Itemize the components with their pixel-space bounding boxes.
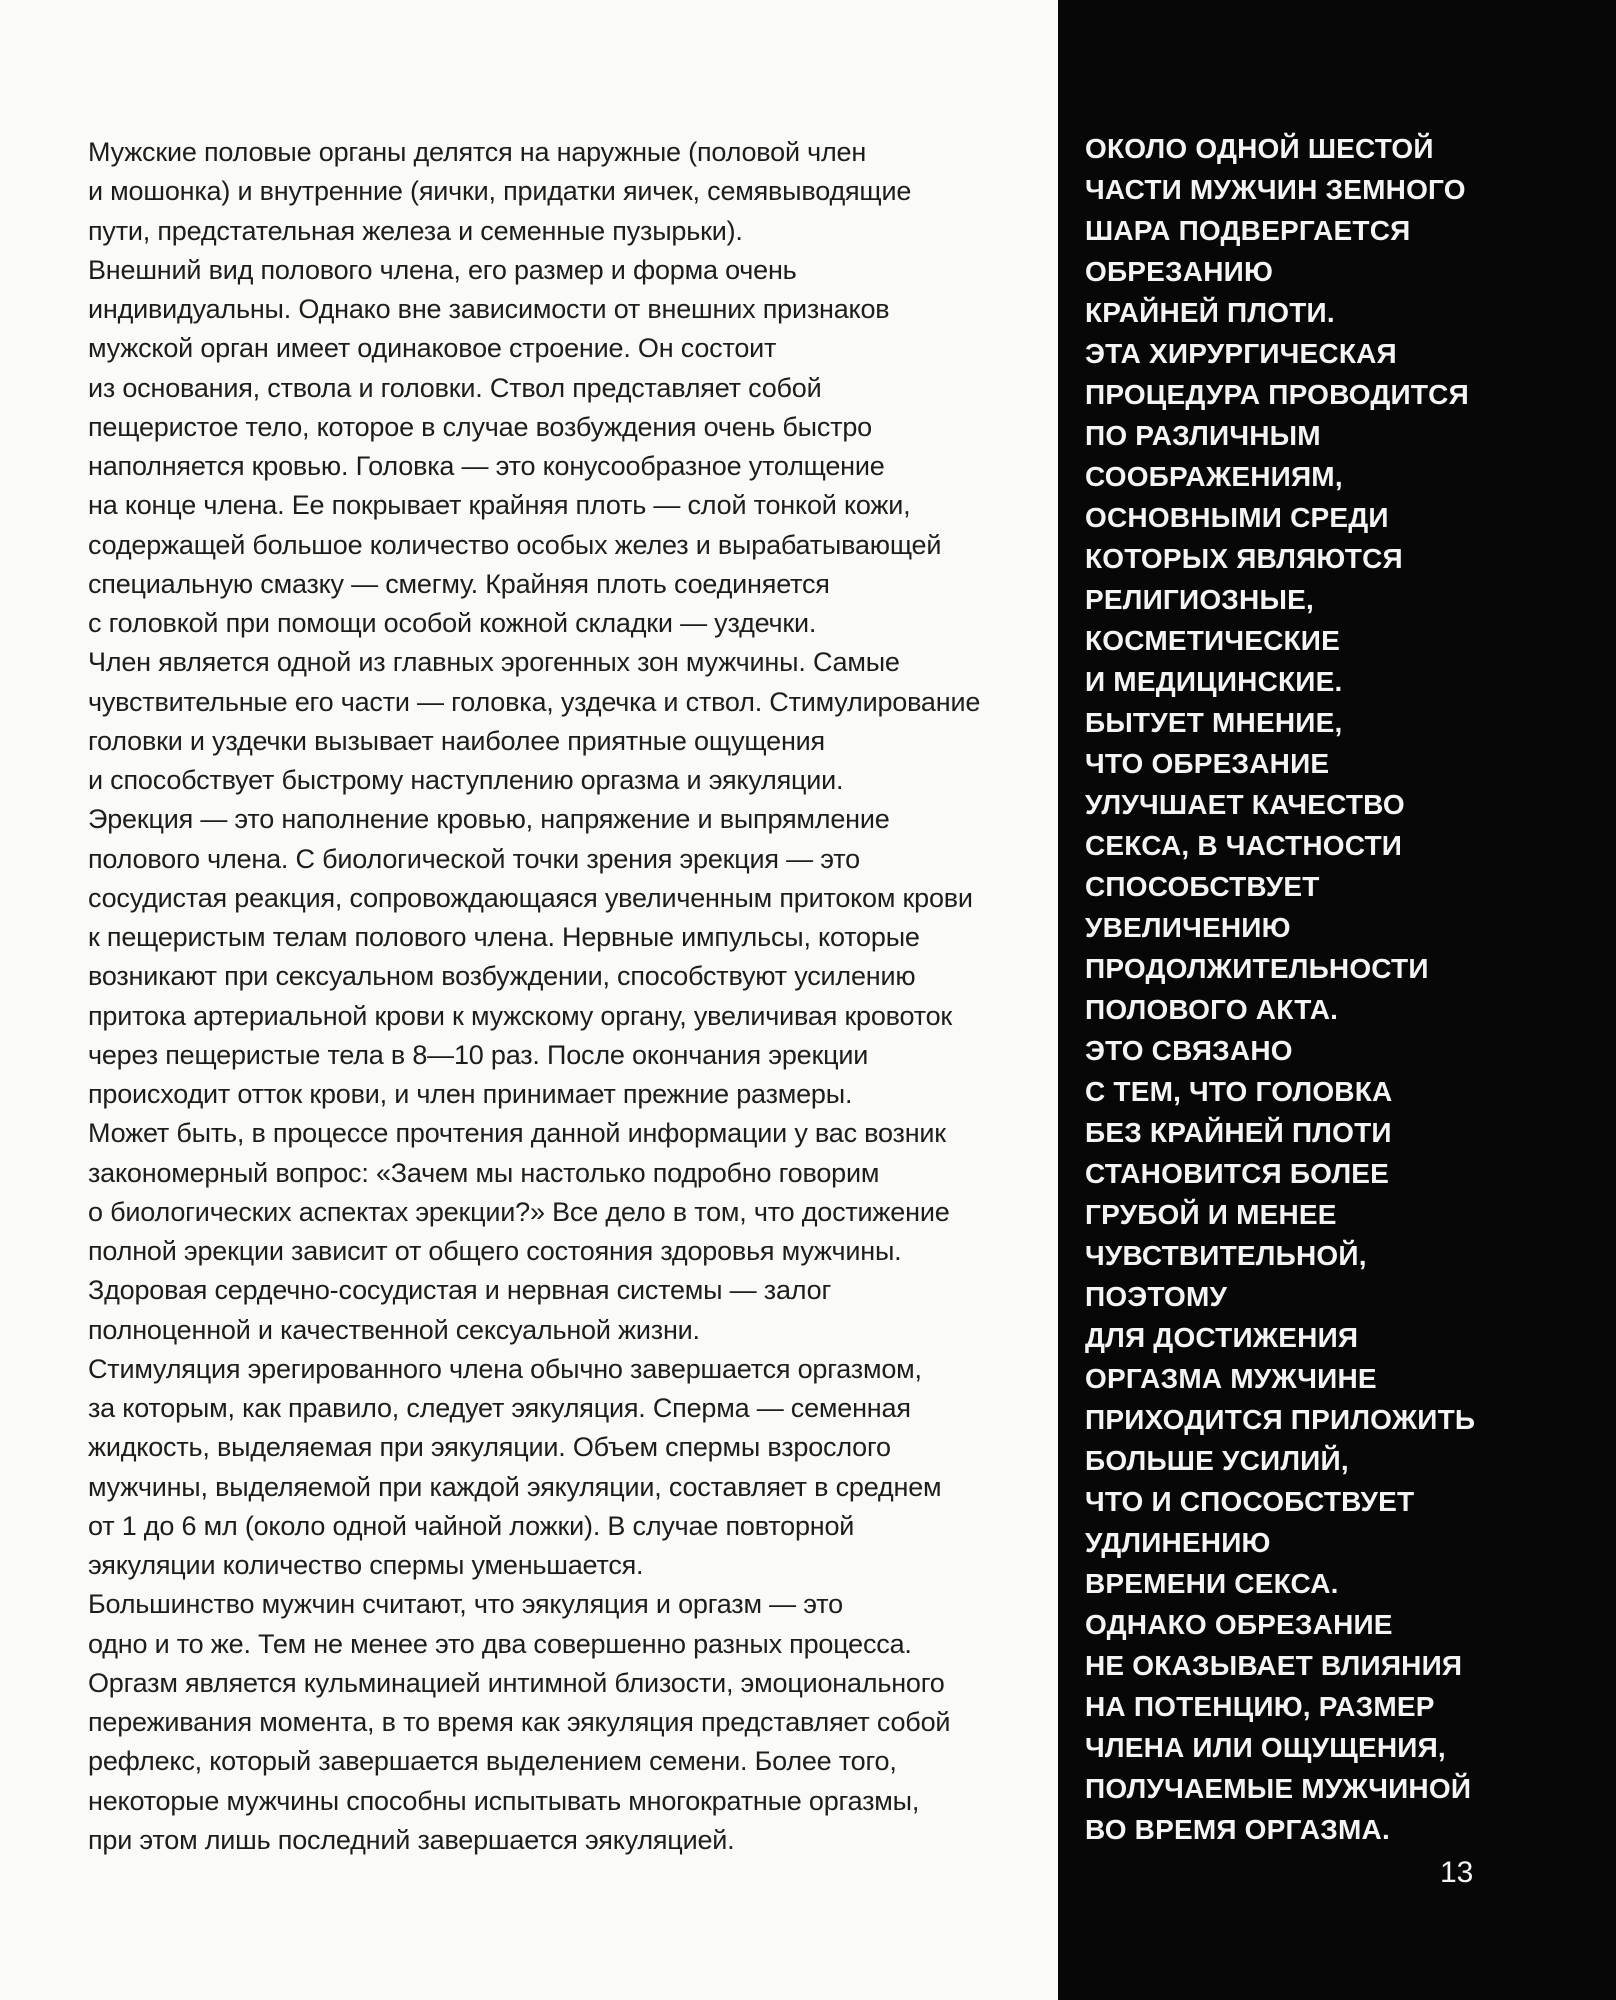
text-line: ГРУБОЙ И МЕНЕЕ <box>1085 1199 1337 1230</box>
text-line: БОЛЬШЕ УСИЛИЙ, <box>1085 1445 1349 1476</box>
text-line: УЛУЧШАЕТ КАЧЕСТВО <box>1085 789 1405 820</box>
text-line: Может быть, в процессе прочтения данной информации у вас возник <box>88 1118 946 1149</box>
text-line: НЕ ОКАЗЫВАЕТ ВЛИЯНИЯ <box>1085 1650 1463 1681</box>
text-line: Большинство мужчин считают, что эякуляция и оргазм — это <box>88 1589 843 1620</box>
text-line: ШАРА ПОДВЕРГАЕТСЯ <box>1085 215 1411 246</box>
text-line: И МЕДИЦИНСКИЕ. <box>1085 666 1343 697</box>
text-line: ОДНАКО ОБРЕЗАНИЕ <box>1085 1609 1393 1640</box>
text-line: ЭТА ХИРУРГИЧЕСКАЯ <box>1085 338 1397 369</box>
text-line: и способствует быстрому наступлению оргазма и эякуляции. <box>88 765 844 795</box>
text-line: происходит отток крови, и член принимает прежние размеры. <box>88 1079 853 1109</box>
text-line: о биологических аспектах эрекции?» Все дело в том, что достижение <box>88 1196 950 1227</box>
text-line: полового члена. С биологической точки зрения эрекция — это <box>88 843 860 874</box>
text-line: индивидуальны. Однако вне зависимости от внешних признаков <box>88 294 890 324</box>
text-line: пещеристое тело, которое в случае возбуждения очень быстро <box>88 411 872 442</box>
text-line: ЧТО ОБРЕЗАНИЕ <box>1085 748 1330 779</box>
text-line: пути, предстательная железа и семенные пузырьки). <box>88 215 743 246</box>
page-number: 13 <box>1440 1856 1474 1889</box>
text-line: Эрекция — это наполнение кровью, напряжение и выпрямление <box>88 804 890 835</box>
text-line: ЧТО И СПОСОБСТВУЕТ <box>1085 1486 1415 1517</box>
text-line: С ТЕМ, ЧТО ГОЛОВКА <box>1085 1076 1393 1107</box>
text-line: КРАЙНЕЙ ПЛОТИ. <box>1085 297 1335 328</box>
text-line: ДЛЯ ДОСТИЖЕНИЯ <box>1085 1322 1359 1353</box>
text-line: ПОЛОВОГО АКТА. <box>1085 994 1339 1025</box>
text-line: одно и то же. Тем не менее это два совершенно разных процесса. <box>88 1628 912 1659</box>
text-line: СООБРАЖЕНИЯМ, <box>1085 461 1343 492</box>
text-line: СПОСОБСТВУЕТ <box>1085 871 1320 902</box>
text-line: БЕЗ КРАЙНЕЙ ПЛОТИ <box>1085 1117 1392 1148</box>
text-line: переживания момента, в то время как эякуляция представляет собой <box>88 1707 951 1737</box>
text-line: содержащей большое количество особых желез и вырабатывающей <box>88 529 942 560</box>
text-line: Оргазм является кульминацией интимной близости, эмоционального <box>88 1667 945 1698</box>
sidebar-callout-text <box>1085 128 1595 1850</box>
text-line: к пещеристым телам полового члена. Нервные импульсы, которые <box>88 922 920 952</box>
text-line: ПОЭТОМУ <box>1085 1281 1228 1312</box>
text-line: Мужские половые органы делятся на наружные (половой член <box>88 137 867 167</box>
text-line: ЧУВСТВИТЕЛЬНОЙ, <box>1085 1240 1367 1271</box>
sidebar-panel <box>1058 0 1616 2000</box>
text-line: КОТОРЫХ ЯВЛЯЮТСЯ <box>1085 543 1403 574</box>
text-line: через пещеристые тела в 8—10 раз. После окончания эрекции <box>88 1039 869 1070</box>
text-line: жидкость, выделяемая при эякуляции. Объем спермы взрослого <box>88 1432 891 1463</box>
text-line: Здоровая сердечно-сосудистая и нервная системы — залог <box>88 1275 832 1306</box>
text-line: ПРОДОЛЖИТЕЛЬНОСТИ <box>1085 953 1429 984</box>
text-line: ПО РАЗЛИЧНЫМ <box>1085 420 1321 451</box>
text-line: и мошонка) и внутренние (яички, придатки яичек, семявыводящие <box>88 176 912 207</box>
text-line: ВРЕМЕНИ СЕКСА. <box>1085 1568 1339 1599</box>
text-line: на конце члена. Ее покрывает крайняя плоть — слой тонкой кожи, <box>88 490 911 521</box>
text-line: БЫТУЕТ МНЕНИЕ, <box>1085 707 1343 738</box>
text-line: ОРГАЗМА МУЖЧИНЕ <box>1085 1363 1377 1394</box>
text-line: Стимуляция эрегированного члена обычно завершается оргазмом, <box>88 1353 922 1384</box>
text-line: СЕКСА, В ЧАСТНОСТИ <box>1085 830 1403 861</box>
text-line: рефлекс, который завершается выделением семени. Более того, <box>88 1746 897 1777</box>
text-line: головки и уздечки вызывает наиболее приятные ощущения <box>88 725 825 756</box>
text-line: с головкой при помощи особой кожной складки — уздечки. <box>88 608 817 638</box>
text-line: СТАНОВИТСЯ БОЛЕЕ <box>1085 1158 1390 1189</box>
text-line: сосудистая реакция, сопровождающаяся увеличенным притоком крови <box>88 882 973 913</box>
text-line: НА ПОТЕНЦИЮ, РАЗМЕР <box>1085 1691 1435 1722</box>
text-line: Член является одной из главных эрогенных зон мужчины. Самые <box>88 647 900 678</box>
text-line: ЧЛЕНА ИЛИ ОЩУЩЕНИЯ, <box>1085 1732 1446 1763</box>
text-line: чувствительные его части — головка, уздечка и ствол. Стимулирование <box>88 686 981 717</box>
text-line: эякуляции количество спермы уменьшается. <box>88 1550 644 1580</box>
text-line: полной эрекции зависит от общего состояния здоровья мужчины. <box>88 1236 902 1266</box>
text-line: Внешний вид полового члена, его размер и форма очень <box>88 254 797 285</box>
text-line: ВО ВРЕМЯ ОРГАЗМА. <box>1085 1814 1390 1845</box>
text-line: РЕЛИГИОЗНЫЕ, <box>1085 584 1314 615</box>
text-line: ОКОЛО ОДНОЙ ШЕСТОЙ <box>1085 133 1434 164</box>
text-line: УДЛИНЕНИЮ <box>1085 1527 1271 1558</box>
text-line: ПОЛУЧАЕМЫЕ МУЖЧИНОЙ <box>1085 1773 1472 1804</box>
text-line: наполняется кровью. Головка — это конусообразное утолщение <box>88 451 885 481</box>
text-line: от 1 до 6 мл (около одной чайной ложки). В случае повторной <box>88 1510 855 1541</box>
text-line: закономерный вопрос: «Зачем мы настолько подробно говорим <box>88 1157 880 1188</box>
text-line: специальную смазку — смегму. Крайняя плоть соединяется <box>88 568 830 599</box>
text-line: ОБРЕЗАНИЮ <box>1085 256 1274 287</box>
body-text-column <box>88 133 1048 1860</box>
text-line: полноценной и качественной сексуальной жизни. <box>88 1314 700 1345</box>
text-line: УВЕЛИЧЕНИЮ <box>1085 912 1291 943</box>
text-line: при этом лишь последний завершается эякуляцией. <box>88 1824 735 1855</box>
text-line: за которым, как правило, следует эякуляция. Сперма — семенная <box>88 1393 911 1423</box>
text-line: ОСНОВНЫМИ СРЕДИ <box>1085 502 1389 533</box>
text-line: некоторые мужчины способны испытывать многократные оргазмы, <box>88 1785 920 1816</box>
text-line: ЭТО СВЯЗАНО <box>1085 1035 1293 1066</box>
text-line: мужской орган имеет одинаковое строение. Он состоит <box>88 333 777 364</box>
text-line: КОСМЕТИЧЕСКИЕ <box>1085 625 1341 656</box>
text-line: ПРИХОДИТСЯ ПРИЛОЖИТЬ <box>1085 1404 1476 1435</box>
text-line: возникают при сексуальном возбуждении, способствуют усилению <box>88 961 916 992</box>
text-line: ПРОЦЕДУРА ПРОВОДИТСЯ <box>1085 379 1469 410</box>
text-line: мужчины, выделяемой при каждой эякуляции, составляет в среднем <box>88 1471 942 1502</box>
text-line: ЧАСТИ МУЖЧИН ЗЕМНОГО <box>1085 174 1466 205</box>
text-line: из основания, ствола и головки. Ствол представляет собой <box>88 372 822 403</box>
text-line: притока артериальной крови к мужскому органу, увеличивая кровоток <box>88 1000 953 1031</box>
